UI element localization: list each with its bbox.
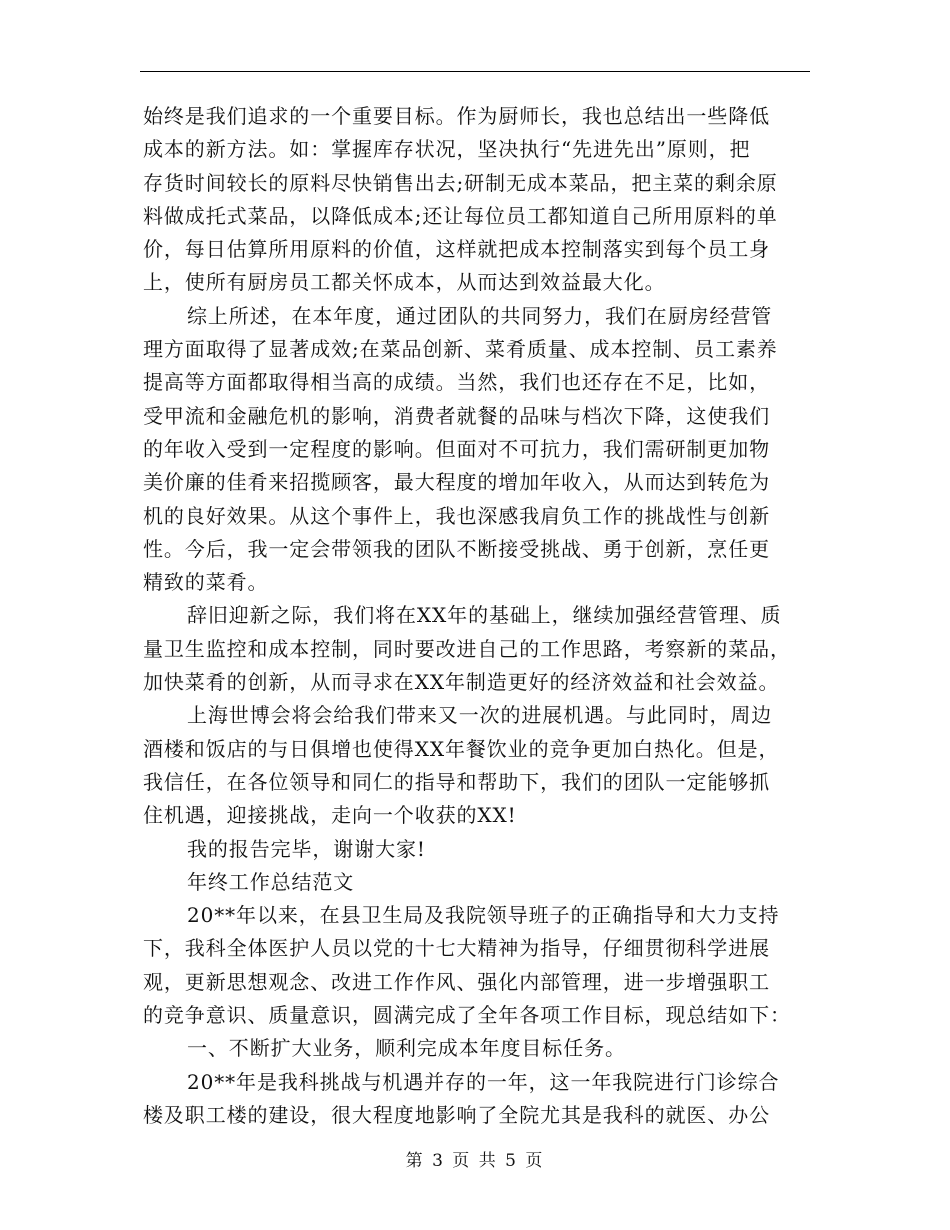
text-line: 20**年是我科挑战与机遇并存的一年，这一年我院进行门诊综合 xyxy=(187,1069,780,1094)
text-line: 性。今后，我一定会带领我的团队不断接受挑战、勇于创新，烹任更 xyxy=(143,536,770,561)
text-line: 楼及职工楼的建设，很大程度地影响了全院尤其是我科的就医、办公 xyxy=(143,1102,770,1127)
text-line: 我信任，在各位领导和同仁的指导和帮助下，我们的团队一定能够抓 xyxy=(143,769,770,794)
text-line: 一、不断扩大业务，顺利完成本年度目标任务。 xyxy=(187,1036,626,1061)
document-body xyxy=(143,100,809,1132)
page-number: 第 3 页 共 5 页 xyxy=(405,1151,545,1171)
text-line: 理方面取得了显著成效;在菜品创新、菜肴质量、成本控制、员工素养 xyxy=(143,337,778,362)
text-line: 下，我科全体医护人员以党的十七大精神为指导，仔细贯彻科学进展 xyxy=(143,936,770,961)
text-line: 我的报告完毕，谢谢大家! xyxy=(187,836,426,861)
text-line: 量卫生监控和成本控制，同时要改进自己的工作思路，考察新的菜品， xyxy=(143,636,791,661)
text-line: 存货时间较长的原料尽快销售出去;研制无成本菜品，把主菜的剩余原 xyxy=(143,170,778,195)
text-line: 精致的菜肴。 xyxy=(143,570,269,595)
text-line: 酒楼和饭店的与日俱增也使得XX年餐饮业的竞争更加白热化。但是， xyxy=(143,736,780,761)
text-line: 辞旧迎新之际，我们将在XX年的基础上，继续加强经营管理、质 xyxy=(187,603,782,628)
text-line: 受甲流和金融危机的影响，消费者就餐的品味与档次下降，这使我们 xyxy=(143,403,770,428)
text-line: 机的良好效果。从这个事件上，我也深感我肩负工作的挑战性与创新 xyxy=(143,503,770,528)
header-rule xyxy=(140,71,810,72)
text-line: 20**年以来，在县卫生局及我院领导班子的正确指导和大力支持 xyxy=(187,903,780,928)
text-line: 年终工作总结范文 xyxy=(187,869,355,894)
text-line: 料做成托式菜品，以降低成本;还让每位员工都知道自己所用原料的单 xyxy=(143,203,778,228)
text-line: 始终是我们追求的一个重要目标。作为厨师长，我也总结出一些降低 xyxy=(143,104,770,128)
text-line: 综上所述，在本年度，通过团队的共同努力，我们在厨房经营管 xyxy=(187,303,773,328)
text-line: 成本的新方法。如：掌握库存状况，坚决执行“先进先出”原则，把 xyxy=(143,137,751,162)
text-line: 价，每日估算所用原料的价值，这样就把成本控制落实到每个员工身 xyxy=(143,237,770,262)
text-line: 美价廉的佳肴来招揽顾客，最大程度的增加年收入，从而达到转危为 xyxy=(143,470,770,495)
text-line: 住机遇，迎接挑战，走向一个收获的XX! xyxy=(143,803,517,828)
text-line: 上，使所有厨房员工都关怀成本，从而达到效益最大化。 xyxy=(143,270,666,295)
text-line: 的竞争意识、质量意识，圆满完成了全年各项工作目标，现总结如下： xyxy=(143,1003,791,1028)
text-line: 上海世博会将会给我们带来又一次的进展机遇。与此同时，周边 xyxy=(187,703,773,728)
text-line: 加快菜肴的创新，从而寻求在XX年制造更好的经济效益和社会效益。 xyxy=(143,670,780,695)
text-line: 的年收入受到一定程度的影响。但面对不可抗力，我们需研制更加物 xyxy=(143,436,770,461)
text-line: 观，更新思想观念、改进工作作风、强化内部管理，进一步增强职工 xyxy=(143,969,770,994)
text-line: 提高等方面都取得相当高的成绩。当然，我们也还存在不足，比如， xyxy=(143,370,770,395)
